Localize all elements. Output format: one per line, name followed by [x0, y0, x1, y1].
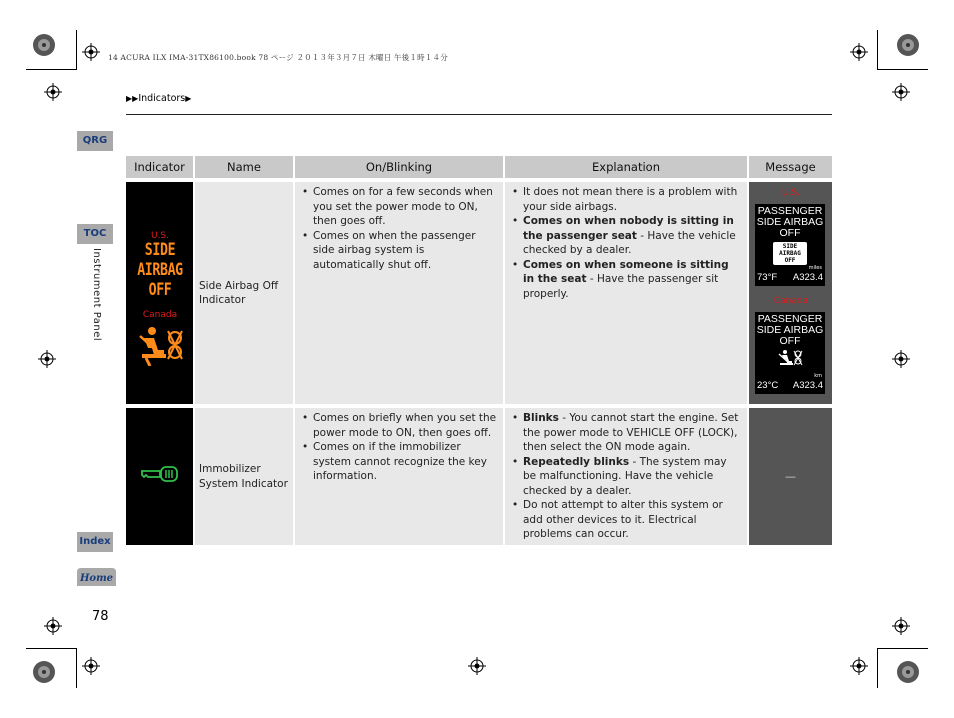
print-starburst-mark [32, 33, 56, 57]
qrg-button[interactable]: QRG [77, 131, 113, 151]
name-cell: Immobilizer System Indicator [195, 408, 295, 549]
explanation-text: - Have the vehicle checked by a dealer. [523, 229, 736, 256]
section-label: Instrument Panel [91, 248, 102, 342]
svg-text:Home: Home [79, 573, 114, 584]
list-item [523, 411, 743, 455]
print-info-line: 14 ACURA ILX IMA-31TX86100.book 78 ページ ２０１３年３月７日 木曜日 午後１時１４分 [108, 53, 448, 62]
explanation-text: - You cannot start the engine. Set the power mode to VEHICLE OFF (LOCK), then select the ON mode again. [523, 412, 739, 453]
page-number: 78 [92, 609, 109, 624]
display-text: PASSENGER [757, 313, 823, 325]
home-button[interactable] [77, 566, 116, 588]
name-cell: Side Airbag Off Indicator [195, 182, 295, 408]
registration-crosshair-mark [82, 43, 100, 61]
breadcrumb [126, 93, 191, 104]
list-item: • Comes on briefly when you set the power mode to ON, then goes off. [313, 411, 499, 440]
crop-line [877, 30, 878, 70]
print-starburst-mark [32, 660, 56, 684]
print-starburst-mark [896, 660, 920, 684]
crop-line [76, 30, 77, 70]
header-divider [126, 114, 832, 115]
side-airbag-off-indicator [133, 240, 186, 300]
home-icon [77, 566, 116, 588]
registration-crosshair-mark [82, 657, 100, 675]
breadcrumb-arrow-icon: ▶▶ [126, 94, 139, 103]
explanation-text: - Have the passenger sit properly. [523, 273, 719, 300]
explanation-text: It does not mean there is a problem with your side airbags. [523, 186, 738, 213]
display-text: PASSENGER [757, 205, 823, 217]
odometer-reading: A323.4 [792, 379, 823, 391]
crop-line [878, 69, 928, 70]
indicator-text: SIDE [144, 240, 176, 260]
crop-line [877, 648, 878, 688]
side-airbag-off-mini-icon: SIDE AIRBAG OFF [773, 242, 807, 265]
registration-crosshair-mark [892, 350, 910, 368]
indicator-text: AIRBAG [137, 260, 183, 280]
registration-crosshair-mark [892, 617, 910, 635]
outside-temperature: 23°C [757, 379, 779, 391]
immobilizer-key-icon [126, 464, 193, 489]
on-blinking-cell [295, 408, 505, 549]
list-item [523, 185, 743, 214]
column-header: Explanation [505, 156, 749, 182]
toc-button[interactable]: TOC [77, 224, 113, 244]
outside-temperature: 73°F [757, 271, 778, 283]
crop-line [878, 648, 928, 649]
breadcrumb-arrow-icon: ▶ [185, 94, 192, 103]
canada-message-display [755, 312, 825, 394]
index-button[interactable]: Index [77, 532, 113, 552]
list-item [523, 258, 743, 302]
display-text: OFF [779, 227, 801, 239]
explanation-bold: Repeatedly blinks [523, 455, 630, 468]
display-text: SIDE AIRBAG [756, 324, 824, 336]
print-starburst-mark [896, 33, 920, 57]
explanation-cell [505, 408, 749, 549]
table-row [126, 182, 832, 408]
indicator-table [126, 156, 832, 549]
crop-line [76, 648, 77, 688]
registration-crosshair-mark [38, 350, 56, 368]
passenger-airbag-off-icon [134, 326, 186, 366]
on-blinking-cell [295, 182, 505, 408]
registration-crosshair-mark [44, 83, 62, 101]
list-item: • Comes on if the immobilizer system cannot recognize the key information. [313, 440, 499, 484]
explanation-text: - The system may be malfunctioning. Have the vehicle checked by a dealer. [523, 455, 727, 497]
indicator-cell [126, 408, 195, 549]
registration-crosshair-mark [850, 43, 868, 61]
odometer-reading: A323.4 [792, 271, 823, 283]
column-header: Message [749, 156, 832, 182]
odometer-unit: km [814, 372, 822, 379]
indicator-cell [126, 182, 195, 408]
registration-crosshair-mark [44, 617, 62, 635]
breadcrumb-label[interactable]: Indicators [138, 93, 186, 104]
explanation-bold: Comes on when nobody is sitting in the passenger seat [523, 215, 734, 242]
list-item: • Comes on for a few seconds when you set the power mode to ON, then goes off. [313, 185, 499, 229]
explanation-bold: Blinks [523, 412, 559, 424]
region-label-canada: Canada [142, 310, 178, 320]
region-label-canada: Canada [773, 296, 809, 306]
list-item: • Comes on when the passenger side airbag system is automatically shut off. [313, 229, 499, 273]
column-header: Indicator [126, 156, 195, 182]
registration-crosshair-mark [850, 657, 868, 675]
display-text: SIDE AIRBAG [756, 216, 824, 228]
odometer-unit: miles [808, 264, 822, 271]
region-label-us: U.S. [150, 231, 170, 241]
table-row [126, 408, 832, 549]
registration-crosshair-mark [892, 83, 910, 101]
us-message-display [755, 204, 825, 286]
crop-line [26, 69, 76, 70]
table-header-row [126, 156, 832, 182]
region-label-us: U.S. [781, 188, 801, 198]
list-item [523, 455, 743, 499]
column-header: On/Blinking [295, 156, 505, 182]
indicator-text: OFF [148, 280, 172, 300]
message-cell [749, 182, 832, 408]
crop-line [26, 648, 76, 649]
column-header: Name [195, 156, 295, 182]
message-cell [749, 408, 832, 549]
list-item [523, 214, 743, 258]
explanation-text: Do not attempt to alter this system or add other devices to it. Electrical problems can occur. [523, 499, 723, 540]
list-item [523, 498, 743, 542]
registration-crosshair-mark [468, 657, 486, 675]
explanation-bold: Comes on when someone is sitting in the seat [523, 258, 729, 285]
display-text: OFF [779, 335, 801, 347]
no-message-dash: — [785, 470, 796, 483]
explanation-cell [505, 182, 749, 408]
